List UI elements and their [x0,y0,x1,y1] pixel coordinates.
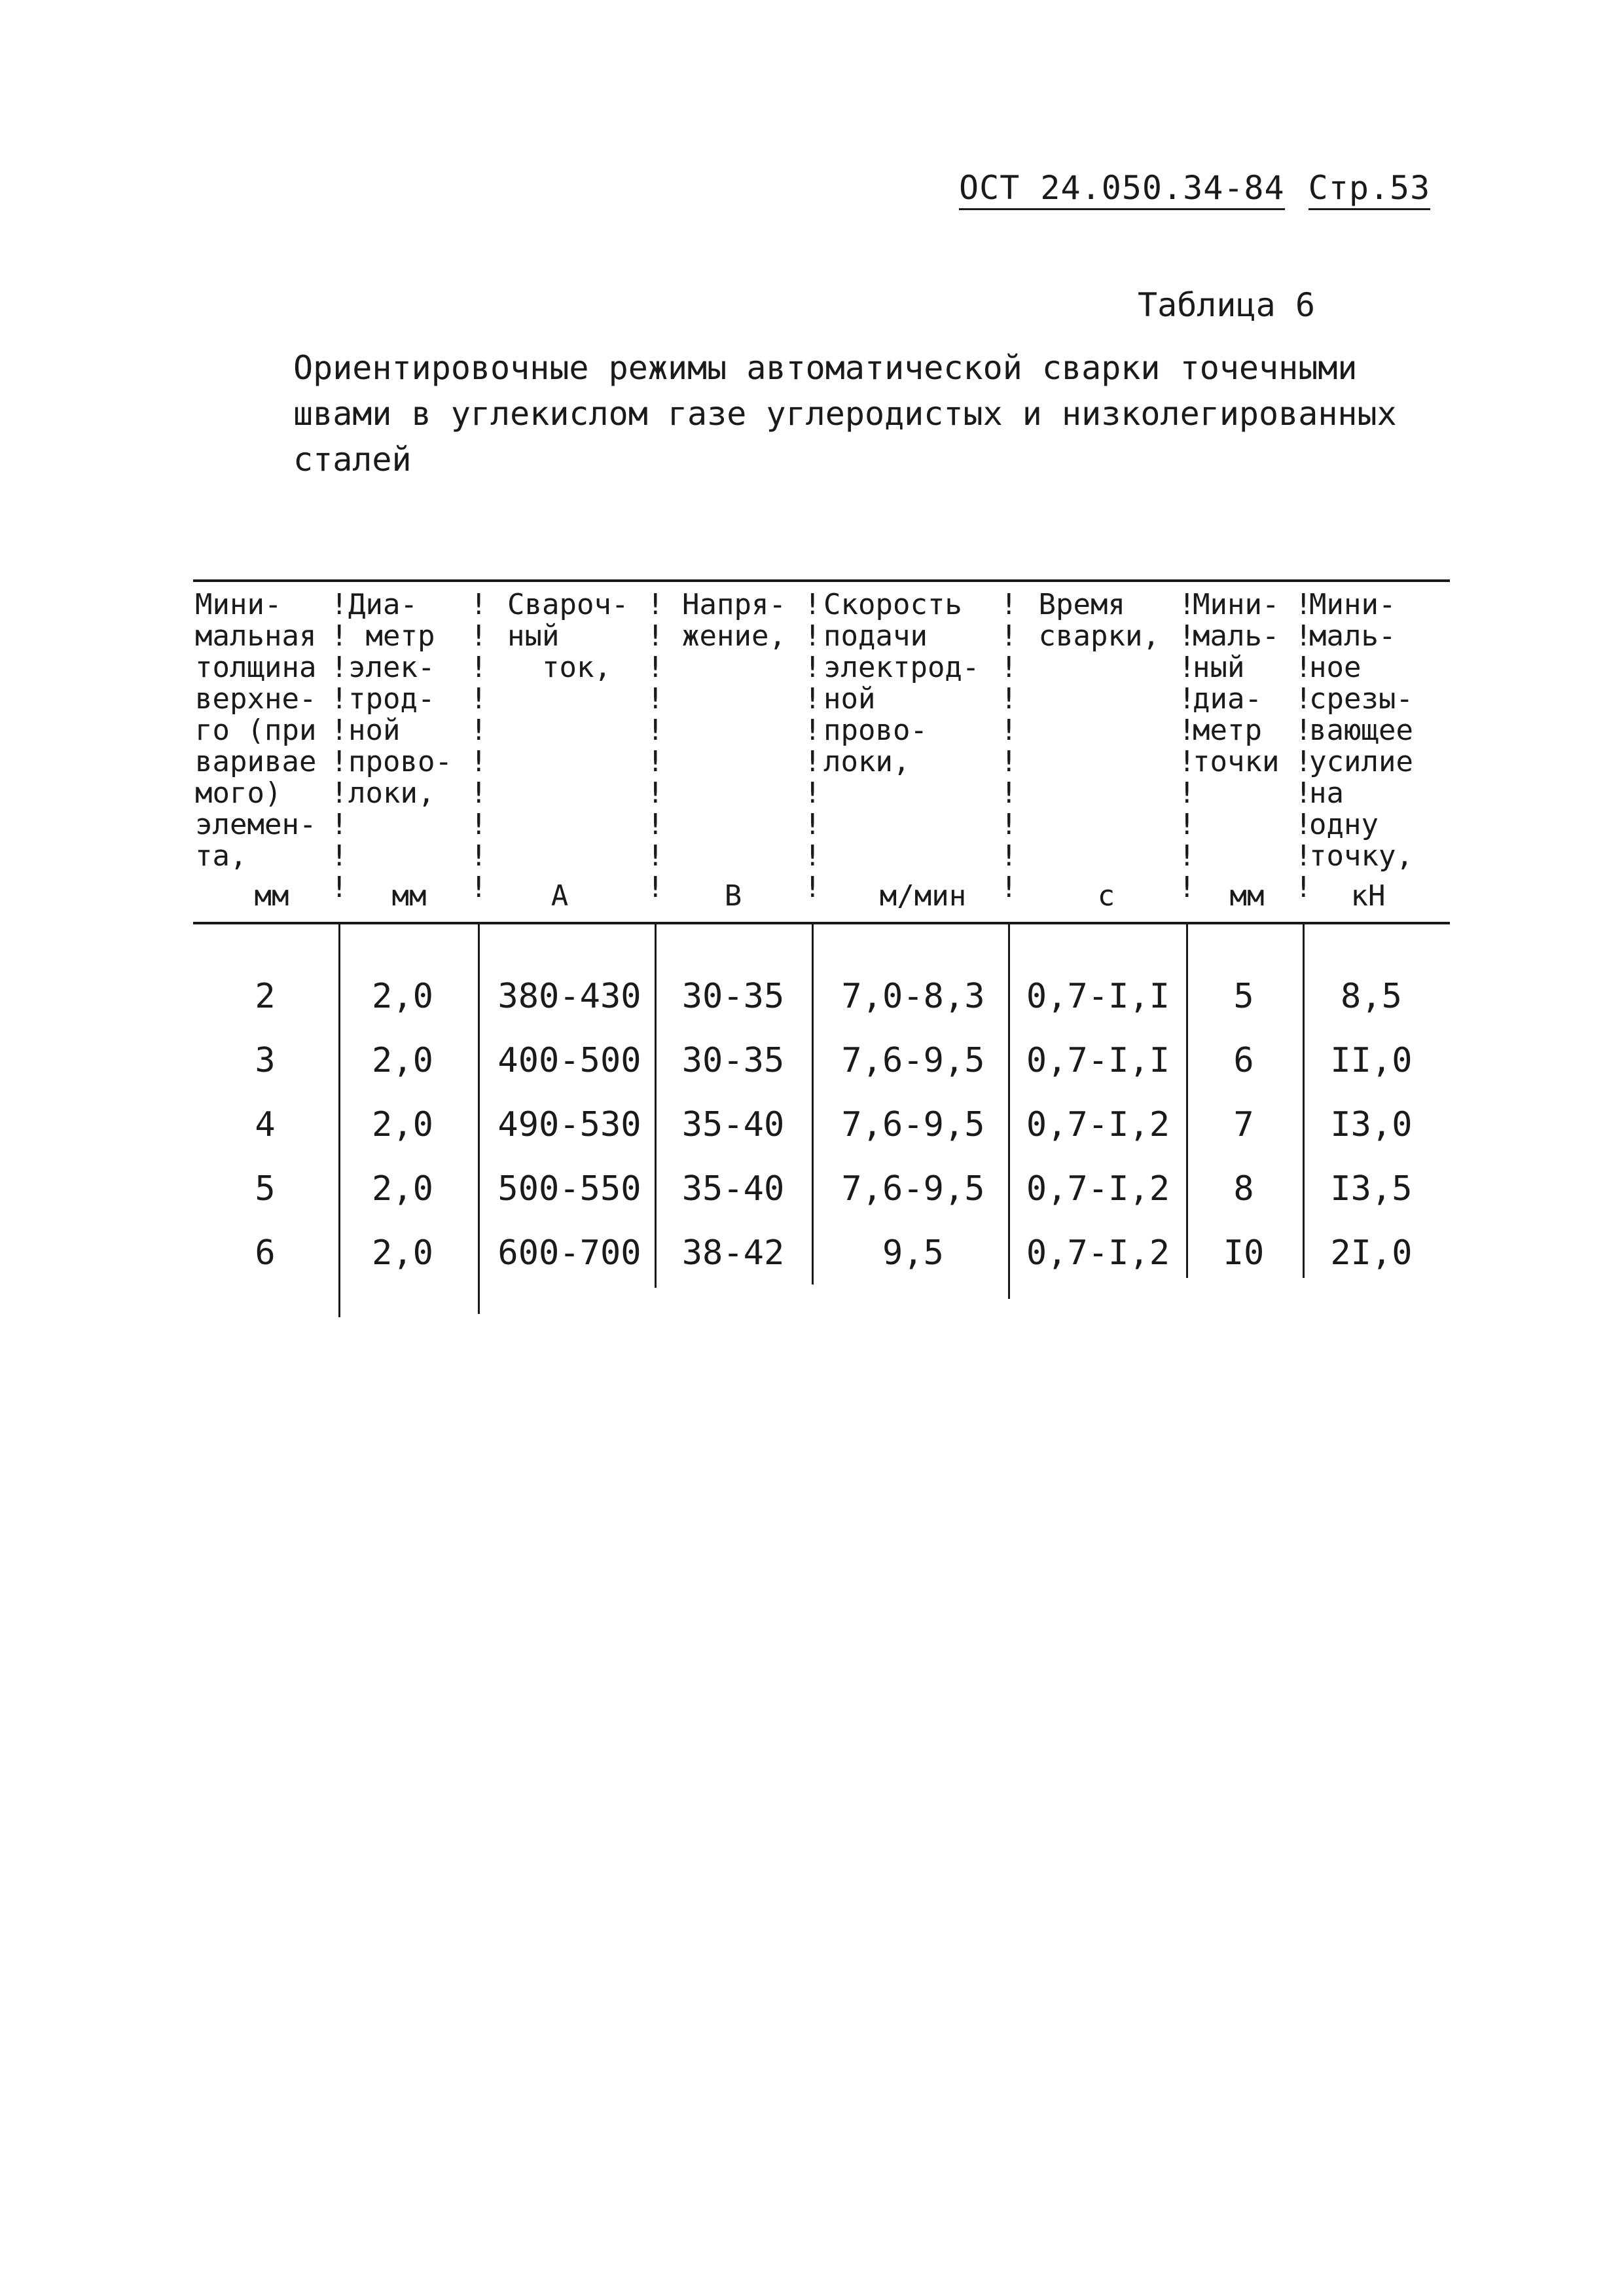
cell-shear-force: II,0 [1330,1041,1413,1080]
cell-wire-diameter: 2,0 [372,1169,433,1209]
header-separator: ! ! ! ! ! ! ! ! ! ! [1295,588,1312,904]
column-separator [1186,924,1188,1278]
unit-weld-time: с [1097,879,1115,913]
cell-feed-speed: 7,0-8,3 [841,977,985,1016]
cell-wire-diameter: 2,0 [372,1233,433,1273]
cell-feed-speed: 7,6-9,5 [841,1105,985,1144]
cell-voltage: 38-42 [681,1233,785,1273]
unit-feed-speed: м/мин [879,879,967,913]
cell-shear-force: 8,5 [1341,977,1402,1016]
header-separator: ! ! ! ! ! ! ! ! ! ! [331,588,348,904]
cell-feed-speed: 7,6-9,5 [841,1169,985,1209]
table-top-rule [193,579,1450,582]
table-header-rule [193,922,1450,924]
cell-feed-speed: 9,5 [882,1233,944,1273]
cell-voltage: 30-35 [681,1041,785,1080]
cell-shear-force: I3,0 [1330,1105,1413,1144]
col-header-current: Свароч- ный ток, [507,588,629,684]
header-separator: ! ! ! ! ! ! ! ! ! ! [647,588,664,904]
cell-point-diameter: 8 [1233,1169,1254,1209]
table-title: Ориентировочные режимы автоматической сварки точечными швами в углекислом газе углеродистых и низколегированных сталей [293,349,1397,479]
unit-point-diameter: мм [1229,879,1265,913]
cell-feed-speed: 7,6-9,5 [841,1041,985,1080]
col-header-weld-time: Время сварки, [1038,588,1160,653]
column-separator [655,924,657,1288]
cell-thickness: 3 [255,1041,276,1080]
cell-point-diameter: 7 [1233,1105,1254,1144]
cell-current: 490-530 [497,1105,641,1144]
cell-shear-force: 2I,0 [1330,1233,1413,1273]
column-separator [1303,924,1305,1278]
cell-voltage: 30-35 [681,977,785,1016]
cell-wire-diameter: 2,0 [372,1041,433,1080]
header-separator: ! ! ! ! ! ! ! ! ! ! [470,588,488,904]
cell-current: 600-700 [497,1233,641,1273]
cell-weld-time: 0,7-I,I [1026,1041,1170,1080]
table-label: Таблица 6 [1138,286,1315,324]
column-separator [338,924,340,1317]
cell-weld-time: 0,7-I,2 [1026,1169,1170,1209]
cell-current: 400-500 [497,1041,641,1080]
cell-weld-time: 0,7-I,2 [1026,1105,1170,1144]
col-header-voltage: Напря- жение, [682,588,786,653]
cell-wire-diameter: 2,0 [372,1105,433,1144]
header-separator: ! ! ! ! ! ! ! ! ! ! [804,588,821,904]
cell-shear-force: I3,5 [1330,1169,1413,1209]
unit-voltage: В [724,879,742,913]
col-header-point-diameter: Мини- маль- ный диа- метр точки [1193,588,1280,778]
page-number: Стр.53 [1308,169,1431,210]
header-separator: ! ! ! ! ! ! ! ! ! ! [1000,588,1018,904]
cell-current: 380-430 [497,977,641,1016]
cell-thickness: 2 [255,977,276,1016]
document-header [959,169,1430,207]
column-separator [812,924,814,1285]
col-header-thickness: Мини- мальная толщина верхне- го (при варивае мого) элемен- та, [195,588,317,873]
unit-thickness: мм [254,879,289,913]
cell-point-diameter: I0 [1223,1233,1265,1273]
unit-shear-force: кН [1350,879,1386,913]
header-separator: ! ! ! ! ! ! ! ! ! ! [1178,588,1196,904]
unit-current: А [550,879,569,913]
cell-point-diameter: 6 [1233,1041,1254,1080]
cell-thickness: 6 [255,1233,276,1273]
cell-current: 500-550 [497,1169,641,1209]
col-header-wire-diameter: Диа- метр элек- трод- ной прово- локи, [348,588,452,810]
cell-wire-diameter: 2,0 [372,977,433,1016]
cell-weld-time: 0,7-I,I [1026,977,1170,1016]
cell-voltage: 35-40 [681,1105,785,1144]
col-header-feed-speed: Скорость подачи электрод- ной прово- локи, [823,588,980,778]
col-header-shear-force: Мини- маль- ное срезы- вающее усилие на одну точку, [1309,588,1413,873]
document-code: ОСТ 24.050.34-84 [959,169,1285,210]
cell-point-diameter: 5 [1233,977,1254,1016]
cell-thickness: 5 [255,1169,276,1209]
column-separator [1008,924,1010,1299]
cell-thickness: 4 [255,1105,276,1144]
unit-wire-diameter: мм [391,879,427,913]
cell-weld-time: 0,7-I,2 [1026,1233,1170,1273]
cell-voltage: 35-40 [681,1169,785,1209]
column-separator [478,924,480,1314]
